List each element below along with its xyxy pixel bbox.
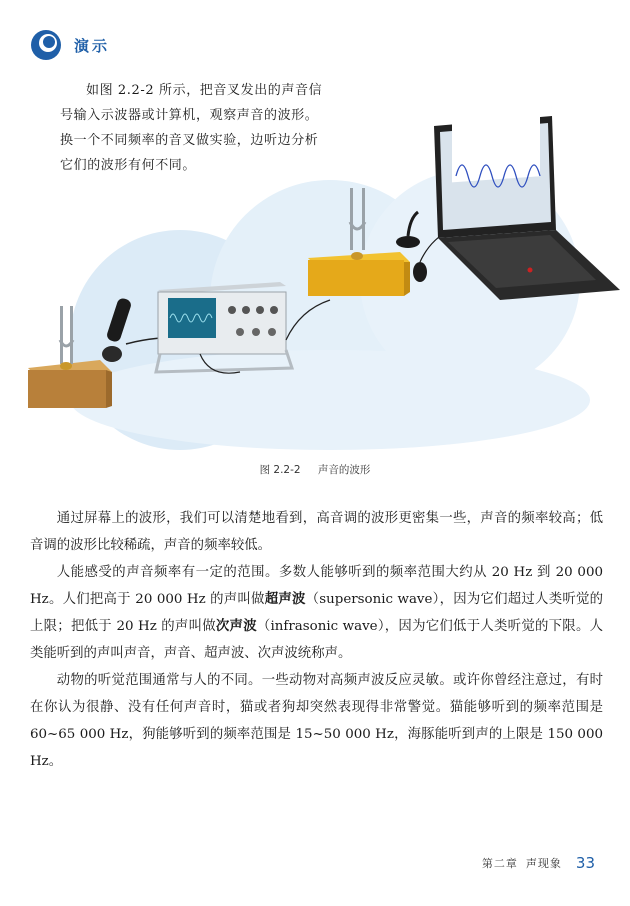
paragraph-2-part-b: （supersonic wave），因为它们超过人类听觉的上限；把低于 20 Hz 的声叫做 [30, 592, 603, 634]
term-infrasonic: 次声波 [215, 619, 257, 634]
paragraph-3: 动物的听觉范围通常与人的不同。一些动物对高频声波反应灵敏。或许你曾经注意过，有时在你认为很静、没有任何声音时，猫或者狗却突然表现得非常警觉。猫能够听到的频率范围是 60~65 000 Hz，狗能够听到的频率范围是 15~50 000 Hz，海豚能听到声的上限是 150 000 Hz。 [30, 673, 603, 769]
demo-logo-icon [30, 29, 62, 61]
chapter-title: 声现象 [525, 857, 562, 870]
demo-label: 演示 [74, 36, 111, 55]
page-number: 33 [575, 854, 595, 872]
waveform-figure [0, 110, 630, 470]
figure-number: 图 2.2-2 [259, 464, 301, 476]
demo-header [30, 28, 110, 62]
paragraph-2-part-a: 人能感受的声音频率有一定的范围。多数人能够听到的频率范围大约从 20 Hz 到 20 000 Hz。人们把高于 20 000 Hz 的声叫做 [30, 565, 603, 607]
paragraph-1: 通过屏幕上的波形，我们可以清楚地看到，高音调的波形更密集一些，声音的频率较高；低音调的波形比较稀疏，声音的频率较低。 [30, 511, 603, 553]
paragraph-2 [30, 559, 603, 667]
paragraph-2-part-c: （infrasonic wave），因为它们低于人类听觉的下限。人类能听到的声叫声音，声音、超声波、次声波统称声。 [30, 619, 603, 661]
page-footer [482, 854, 595, 872]
term-supersonic: 超声波 [264, 592, 306, 607]
demo-paragraph: 如图 2.2-2 所示，把音叉发出的声音信号输入示波器或计算机，观察声音的波形。换一个不同频率的音叉做实验，边听边分析它们的波形有何不同。 [60, 83, 323, 173]
figure-caption [0, 462, 630, 477]
body-text [30, 505, 603, 775]
figure-title: 声音的波形 [317, 464, 371, 476]
chapter-number: 第二章 [481, 857, 518, 870]
